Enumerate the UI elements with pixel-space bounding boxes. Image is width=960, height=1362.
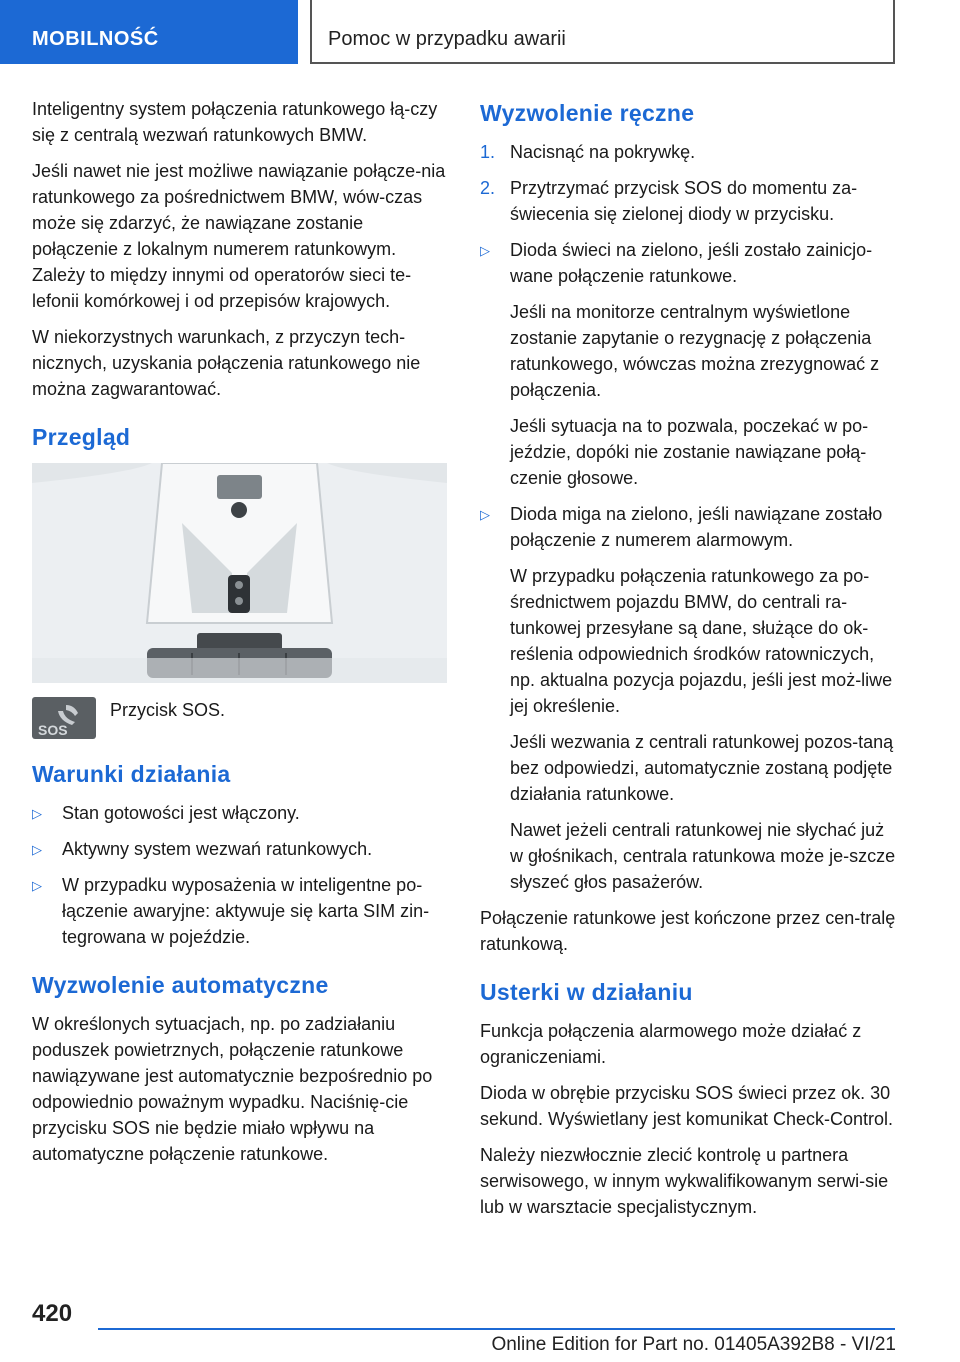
- triangle-bullet-icon: ▷: [480, 243, 490, 258]
- sos-button-icon: [32, 697, 96, 739]
- result-note: Jeśli wezwania z centrali ratunkowej pozos‐taną bez odpowiedzi, automatycznie zostaną podjęte działania ratunkowe.: [510, 732, 894, 804]
- faults-paragraph-3: Należy niezwłocznie zlecić kontrolę u partnera serwisowego, w innym wykwalifikowanym serwi‐sie lub w warsztacie specjalistycznym.: [480, 1145, 889, 1217]
- right-column: [480, 100, 900, 1230]
- left-column: [32, 96, 450, 1177]
- faults-heading: Usterki w działaniu: [480, 979, 693, 1005]
- list-item: ▷ Aktywny system wezwań ratunkowych.: [32, 836, 450, 862]
- triangle-bullet-icon: ▷: [32, 842, 42, 857]
- chapter-title: Pomoc w przypadku awarii: [328, 28, 566, 50]
- roof-console-illustration: [32, 463, 447, 683]
- sos-icon-label: SOS: [38, 722, 68, 738]
- overview-heading: Przegląd: [32, 424, 131, 450]
- result-note: Jeśli na monitorze centralnym wyświetlone zostanie zapytanie o rezygnację z połączenia ratunkowego, wówczas można zrezygnować z połączenia.: [510, 302, 880, 400]
- list-item: ▷ W przypadku wyposażenia w inteligentne po‐łączenie awaryjne: aktywuje się karta SIM zin‐tegrowana w pojeździe.: [32, 875, 430, 947]
- list-item: ▷ Dioda miga na zielono, jeśli nawiązane zostało połączenie z numerem alarmowym. W przypadku połączenia ratunkowego za po‐średnictwem pojazdu BMW, do centrali ra‐tunkowej przesyłane są dane, służące do ok‐reślenia odpowiednich środków ratowniczych, np. aktualna pozycja pojazdu, jeśli jest moż‐liwe jej określenie. Jeśli wezwania z centrali ratunkowej pozos‐taną bez odpowiedzi, automatycznie zostaną podjęte działania ratunkowe. Nawet jeżeli centrali ratunkowej nie słychać już w głośnikach, centrala ratunkowa może je‐szcze słyszeć głos pasażerów.: [480, 501, 900, 895]
- step-number: 1.: [480, 142, 496, 162]
- intro-paragraph-2: Jeśli nawet nie jest możliwe nawiązanie połącze‐nia ratunkowego za pośrednictwem BMW, wów‐czas może się zdarzyć, że nawiązane zostanie połączenie z lokalnym numerem ratunkowym. Zależy to między innymi od operatorów sieci te‐lefonii komórkowej i od przepisów krajowych.: [32, 161, 446, 311]
- triangle-bullet-icon: ▷: [32, 878, 42, 893]
- step-number: 2.: [480, 178, 496, 198]
- sos-caption-row: [32, 697, 450, 739]
- intro-paragraph-3: W niekorzystnych warunkach, z przyczyn tech‐nicznych, uzyskania połączenia ratunkowego nie można zagwarantować.: [32, 327, 421, 399]
- result-note: Jeśli sytuacja na to pozwala, poczekać w po‐jeździe, dopóki nie zostanie nawiązane połą‐czenie głosowe.: [510, 416, 869, 488]
- manual-trigger-heading: Wyzwolenie ręczne: [480, 100, 695, 126]
- result-note: Nawet jeżeli centrali ratunkowej nie słychać już w głośnikach, centrala ratunkowa może je‐szcze słyszeć głos pasażerów.: [510, 820, 896, 892]
- intro-paragraph-1: Inteligentny system połączenia ratunkowego łą‐czy się z centralą wezwań ratunkowych BMW.: [32, 99, 438, 145]
- results-list: [480, 237, 900, 895]
- list-item: ▷ Stan gotowości jest włączony.: [32, 800, 450, 826]
- page-number: 420: [32, 1300, 73, 1327]
- steps-list: [480, 139, 900, 227]
- auto-trigger-heading: Wyzwolenie automatyczne: [32, 972, 329, 998]
- section-tab: [0, 0, 298, 64]
- conditions-heading: Warunki działania: [32, 761, 231, 787]
- call-ending-text: Połączenie ratunkowe jest kończone przez cen‐tralę ratunkową.: [480, 908, 896, 954]
- roof-console-photo: [32, 463, 447, 683]
- list-item: 1. Nacisnąć na pokrywkę.: [480, 139, 900, 165]
- result-note: W przypadku połączenia ratunkowego za po‐średnictwem pojazdu BMW, do centrali ra‐tunkowej przesyłane są dane, służące do ok‐reślenia odpowiednich środków ratowniczych, np. aktualna pozycja pojazdu, jeśli jest moż‐liwe jej określenie.: [510, 566, 893, 716]
- footer-edition: Online Edition for Part no. 01405A392B8 - VI/21: [491, 1334, 896, 1355]
- auto-trigger-text: W określonych sytuacjach, np. po zadziałaniu poduszek powietrznych, połączenie ratunkowe nawiązywane jest automatycznie bezpośrednio po odpowiednio poważnym wypadku. Naciśnię‐cie przycisku SOS nie będzie miało wpływu na automatyczne połączenie ratunkowe.: [32, 1014, 433, 1164]
- triangle-bullet-icon: ▷: [32, 806, 42, 821]
- triangle-bullet-icon: ▷: [480, 507, 490, 522]
- sos-caption: Przycisk SOS.: [110, 700, 226, 720]
- list-item: ▷ Dioda świeci na zielono, jeśli zostało zainicjo‐wane połączenie ratunkowe. Jeśli na monitorze centralnym wyświetlone zostanie zapytanie o rezygnację z połączenia ratunkowego, wówczas można zrezygnować z połączenia. Jeśli sytuacja na to pozwala, poczekać w po‐jeździe, dopóki nie zostanie nawiązane połą‐czenie głosowe.: [480, 237, 900, 491]
- list-item: 2. Przytrzymać przycisk SOS do momentu za‐świecenia się zielonej diody w przycisku.: [480, 175, 900, 227]
- footer-divider: [98, 1328, 895, 1330]
- conditions-list: [32, 800, 450, 950]
- chapter-tab: [310, 0, 895, 64]
- faults-paragraph-1: Funkcja połączenia alarmowego może działać z ograniczeniami.: [480, 1021, 862, 1067]
- faults-paragraph-2: Dioda w obrębie przycisku SOS świeci przez ok. 30 sekund. Wyświetlany jest komunikat Check-Control.: [480, 1083, 893, 1129]
- section-title: MOBILNOŚĆ: [32, 28, 159, 50]
